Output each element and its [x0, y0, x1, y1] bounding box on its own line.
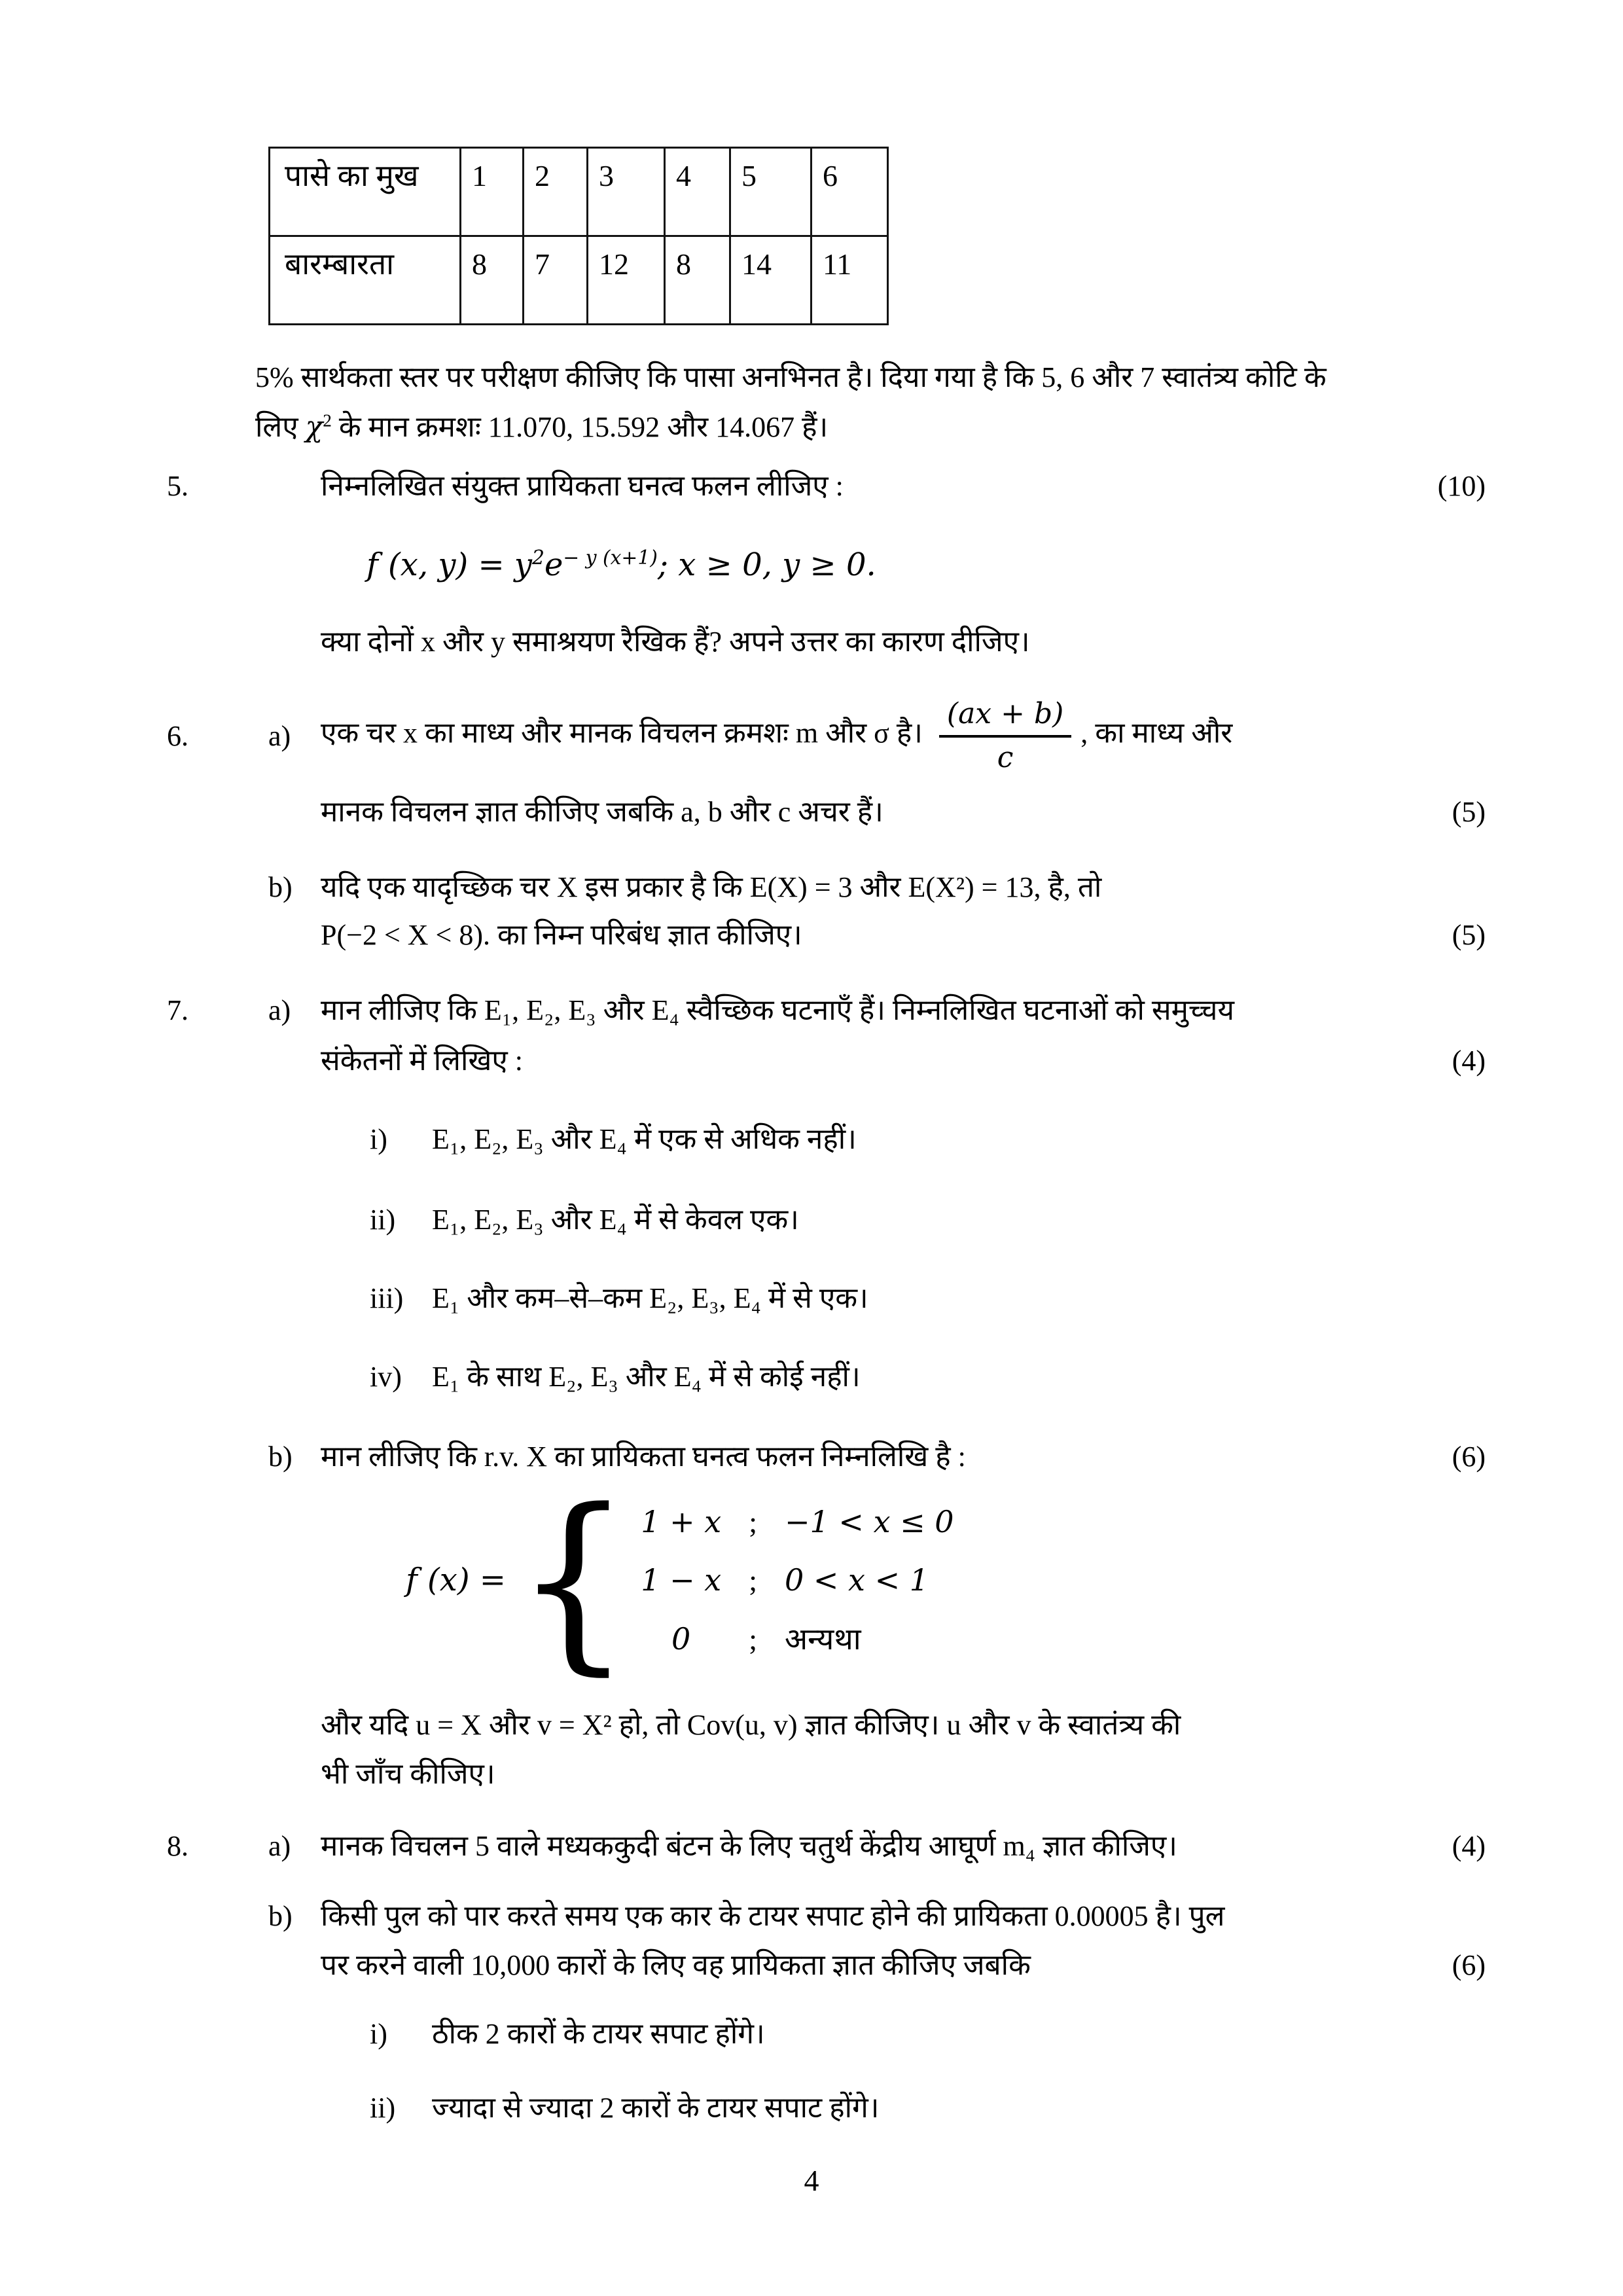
question-5-followup [321, 622, 1486, 662]
question-5-row [167, 466, 1486, 507]
table-cell: 5 [730, 148, 812, 236]
question-text: मान लीजिए कि r.v. X का प्रायिकता घनत्व फलन निम्नलिखि है : [321, 1441, 966, 1473]
question-6a-row [167, 681, 1486, 792]
question-7a-line2 [321, 1041, 1486, 1081]
case-value: 1 + x [641, 1503, 722, 1539]
marks-badge: (5) [1452, 796, 1486, 828]
question-7b-followup-line2 [321, 1754, 1486, 1795]
chi-text-before: 5% सार्थकता स्तर पर परीक्षण कीजिए कि पासा अनभिनत है। दिया गया है कि 5, 6 और 7 स्वातंत्र्य कोटि के लिए [255, 361, 1327, 443]
question-8a-row [167, 1826, 1486, 1867]
question-7b-row [167, 1437, 1486, 1477]
text-before-fraction: एक चर x का माध्य और मानक विचलन क्रमशः m और σ है। [321, 717, 930, 750]
fraction [939, 698, 1071, 774]
marks-badge: (5) [1452, 919, 1486, 951]
question-5-formula [366, 543, 876, 587]
fraction-numerator: (ax + b) [939, 698, 1071, 738]
item-text: ठीक 2 कारों के टायर सपाट होंगे। [432, 2018, 765, 2050]
question-8b-row [167, 1896, 1486, 1937]
formula-exponent: 2 [532, 547, 544, 569]
table-cell: 2 [524, 148, 588, 236]
case-value: 0 [671, 1621, 691, 1657]
formula-lhs: f (x, y) = y [366, 547, 533, 583]
formula-tail: ; x ≥ 0, y ≥ 0. [657, 547, 876, 583]
item-label: iv) [370, 1361, 402, 1393]
followup-text: क्या दोनों x और y समाश्रयण रैखिक हैं? अपने उत्तर का कारण दीजिए। [321, 626, 1030, 658]
chi-square-paragraph [255, 353, 1368, 452]
question-text [321, 698, 1486, 774]
question-text: किसी पुल को पार करते समय एक कार के टायर सपाट होने की प्रायिकता 0.00005 है। पुल [321, 1900, 1225, 1932]
chi-symbol: χ [305, 410, 323, 444]
table-cell: 1 [461, 148, 524, 236]
question-6b-row [167, 867, 1486, 908]
question-text: पर करने वाली 10,000 कारों के लिए वह प्रायिकता ज्ञात कीजिए जबकि [321, 1949, 1031, 1981]
question-text: यदि एक यादृच्छिक चर X इस प्रकार है कि E(X) = 3 और E(X²) = 13, है, तो [321, 871, 1102, 903]
question-text: निम्नलिखित संयुक्त प्रायिकता घनत्व फलन लीजिए : [321, 470, 844, 502]
question-7a-row [167, 990, 1486, 1031]
table-cell: 4 [665, 148, 730, 236]
table-row [270, 148, 888, 236]
pdf-cases [641, 1501, 954, 1660]
question-text: मानक विचलन 5 वाले मध्यककुदी बंटन के लिए चतुर्थ केंद्रीय आघूर्ण m₄ ज्ञात कीजिए। [321, 1830, 1177, 1862]
list-item-i [370, 1119, 857, 1160]
question-sublabel: a) [268, 1830, 291, 1862]
item-text: E₁, E₂, E₃ और E₄ में से केवल एक। [432, 1204, 799, 1236]
case-value: 1 − x [641, 1562, 722, 1598]
question-8b-line2 [321, 1945, 1486, 1986]
item-text: ज्यादा से ज्यादा 2 कारों के टायर सपाट होंगे। [432, 2092, 880, 2124]
question-6b-line2 [321, 915, 1486, 956]
list-item-ii [370, 2088, 879, 2128]
case-separator: ; [749, 1564, 757, 1598]
question-number: 7. [167, 994, 188, 1026]
dice-frequency-table [268, 147, 889, 325]
item-label: i) [370, 2018, 387, 2050]
question-text: मान लीजिए कि E₁, E₂, E₃ और E₄ स्वैच्छिक घटनाएँ हैं। निम्नलिखित घटनाओं को समुच्चय [321, 994, 1234, 1026]
question-number: 8. [167, 1830, 188, 1862]
formula-exponent: − y (x+1) [563, 547, 658, 569]
item-text: E₁, E₂, E₃ और E₄ में एक से अधिक नहीं। [432, 1123, 857, 1155]
question-sublabel: a) [268, 994, 291, 1026]
marks-badge: (4) [1452, 1045, 1486, 1077]
table-cell: 6 [812, 148, 888, 236]
table-cell: 7 [524, 236, 588, 325]
table-cell: 14 [730, 236, 812, 325]
question-text: संकेतनों में लिखिए : [321, 1045, 523, 1077]
marks-badge: (10) [1437, 470, 1486, 502]
marks-badge: (6) [1452, 1441, 1486, 1473]
table-cell: 8 [665, 236, 730, 325]
marks-badge: (6) [1452, 1949, 1486, 1981]
case-condition: −1 < x ≤ 0 [784, 1503, 954, 1539]
text-after-fraction: , का माध्य और [1080, 717, 1233, 750]
followup-text: भी जाँच कीजिए। [321, 1758, 495, 1790]
chi-exponent: 2 [323, 410, 332, 431]
item-label: ii) [370, 1204, 396, 1236]
item-label: iii) [370, 1282, 404, 1314]
list-item-iv [370, 1357, 861, 1397]
left-brace: { [515, 1468, 632, 1693]
case-separator: ; [749, 1622, 757, 1656]
followup-text: और यदि u = X और v = X² हो, तो Cov(u, v) ज्ञात कीजिए। u और v के स्वातंत्र्य की [321, 1709, 1181, 1741]
list-item-i [370, 2014, 765, 2054]
table-cell: 3 [588, 148, 665, 236]
item-text: E₁ और कम–से–कम E₂, E₃, E₄ में से एक। [432, 1282, 868, 1314]
case-separator: ; [749, 1505, 757, 1539]
item-text: E₁ के साथ E₂, E₃ और E₄ में से कोई नहीं। [432, 1361, 861, 1393]
chi-text-after: के मान क्रमशः 11.070, 15.592 और 14.067 हैं। [331, 410, 829, 443]
table-row [270, 236, 888, 325]
fraction-denominator: c [997, 741, 1014, 774]
question-6a-line2 [321, 792, 1486, 833]
question-sublabel: b) [268, 1441, 293, 1473]
case-condition: 0 < x < 1 [784, 1562, 929, 1598]
question-7b-followup-line1 [321, 1705, 1486, 1746]
table-cell: 11 [812, 236, 888, 325]
table-cell: 8 [461, 236, 524, 325]
table-cell: 12 [588, 236, 665, 325]
question-sublabel: a) [268, 720, 291, 753]
marks-badge: (4) [1452, 1830, 1486, 1862]
question-number: 5. [167, 470, 188, 502]
question-text: मानक विचलन ज्ञात कीजिए जबकि a, b और c अचर हैं। [321, 796, 883, 828]
formula-e: e [544, 547, 563, 583]
question-sublabel: b) [268, 1900, 293, 1932]
case-condition: अन्यथा [784, 1622, 861, 1656]
table-row-label: बारम्बारता [270, 236, 461, 325]
pdf-lhs: f (x) = [406, 1562, 507, 1599]
table-row-label: पासे का मुख [270, 148, 461, 236]
page-number: 4 [804, 2164, 819, 2197]
item-label: i) [370, 1123, 387, 1155]
item-label: ii) [370, 2092, 396, 2124]
piecewise-pdf-formula [406, 1468, 954, 1693]
question-sublabel: b) [268, 871, 293, 903]
list-item-ii [370, 1200, 799, 1240]
list-item-iii [370, 1278, 868, 1319]
question-text: P(−2 < X < 8). का निम्न परिबंध ज्ञात कीजिए। [321, 919, 802, 951]
question-number: 6. [167, 720, 188, 753]
